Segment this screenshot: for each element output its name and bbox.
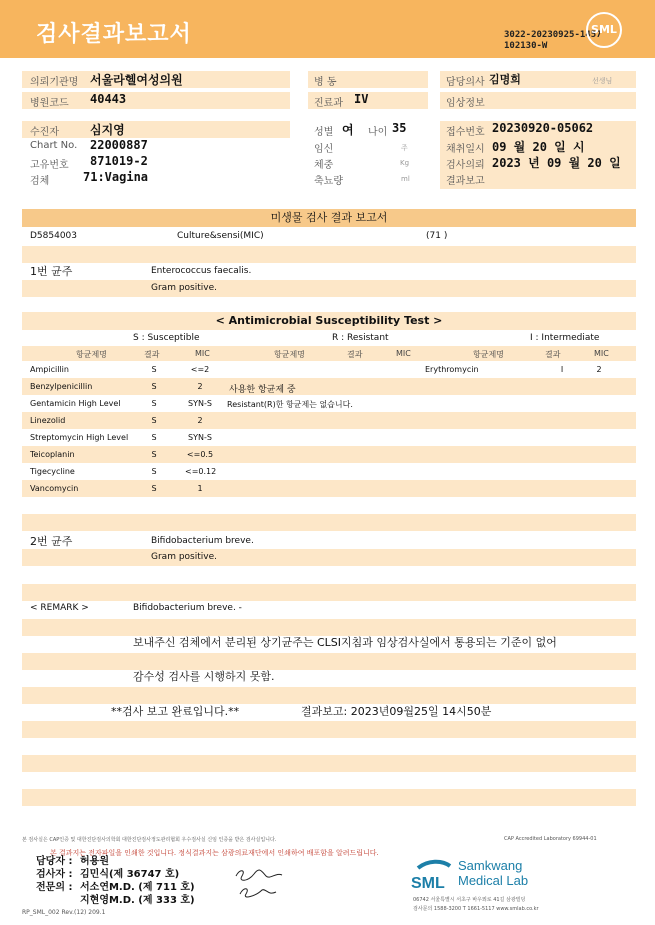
chart-label: Chart No.	[30, 140, 78, 151]
col-mic-3: MIC	[594, 349, 609, 358]
blank-row	[22, 246, 636, 263]
drug-result: S	[151, 399, 157, 408]
col-agent-2: 항균제명	[274, 350, 305, 359]
tester-label: 검사자 :	[36, 869, 73, 880]
isolate2-label: 2번 균주	[30, 535, 73, 548]
drug-result: S	[151, 433, 157, 442]
request-label: 검사의뢰	[446, 160, 485, 171]
legend-resistant: R : Resistant	[332, 333, 389, 343]
drug-mic: SYN-S	[188, 433, 212, 442]
drug-name: Teicoplanin	[30, 450, 75, 459]
drug-result: S	[151, 416, 157, 425]
col-result-1: 결과	[144, 350, 160, 359]
doctor-label: 담당의사	[446, 77, 485, 88]
hospital-code-label: 병원코드	[30, 98, 69, 109]
pregnancy-label: 임신	[314, 144, 334, 155]
blank-row	[22, 584, 636, 601]
col-mic-2: MIC	[396, 349, 411, 358]
urine-label: 축뇨량	[314, 176, 343, 187]
age-label: 나이	[368, 127, 388, 138]
test-code: D5854003	[30, 231, 78, 241]
isolate1-gram: Gram positive.	[151, 283, 217, 293]
drug-row-band	[22, 480, 636, 497]
drug-mic: SYN-S	[188, 399, 212, 408]
specialist-1: 서소연M.D. (제 711 호)	[80, 882, 195, 893]
notice-text: 본 결과지는 전자파일을 인쇄한 것입니다. 정식결과지는 삼광의료재단에서 인쇄하여 배포함을 알려드립니다.	[50, 849, 379, 857]
micro-section-title: 미생물 검사 결과 보고서	[22, 209, 636, 227]
drug-result: S	[151, 450, 157, 459]
report-title: 검사결과보고서	[36, 22, 192, 47]
gram-row-2	[22, 549, 636, 566]
report-time: 결과보고: 2023년09월25일 14시50분	[301, 705, 492, 718]
blank-row	[22, 721, 636, 738]
blank-row	[22, 514, 636, 531]
report-label: 결과보고	[446, 176, 485, 187]
sml-logo-icon: SML	[586, 12, 622, 48]
dept-label: 진료과	[314, 98, 343, 109]
drug-result: S	[151, 382, 157, 391]
drug-mic: <=0.12	[185, 467, 217, 476]
doctor-value-footer: 허용원	[80, 856, 109, 867]
drug-result: S	[151, 365, 157, 374]
form-code: RP_SML_002 Rev.(12) 209.1	[22, 909, 106, 916]
drug-mic: 1	[197, 484, 203, 493]
age-value: 35	[392, 121, 407, 135]
drug-name: Erythromycin	[425, 365, 479, 374]
sex-value: 여	[342, 123, 354, 137]
doctor-suffix: 선생님	[592, 77, 613, 85]
remark-line-2: 감수성 검사를 시행하지 못함.	[133, 670, 275, 683]
complete-text: **검사 보고 완료입니다.**	[111, 705, 240, 718]
remark-label: < REMARK >	[30, 603, 89, 613]
drug-result: I	[560, 365, 564, 374]
lab-address: 06742 서울특별시 서초구 바우뫼로 41길 삼광빌딩	[413, 897, 526, 903]
request-value: 2023 년 09 월 20 일	[492, 156, 621, 170]
col-agent-3: 항균제명	[473, 350, 504, 359]
col-mic-1: MIC	[195, 349, 210, 358]
isolate1-name: Enterococcus faecalis.	[151, 266, 252, 276]
fine-print: 본 검사실은 CAP인증 및 대한진단검사의학회 대한진단검사정도관리협회 우수검사실 신임 인증을 받은 검사실입니다.	[22, 837, 277, 843]
drug-mic: 2	[596, 365, 602, 374]
examinee-value: 심지영	[90, 123, 125, 137]
isolate2-gram: Gram positive.	[151, 552, 217, 562]
drug-row-band	[22, 412, 636, 429]
collect-value: 09 월 20 일 시	[492, 140, 585, 154]
drug-name: Vancomycin	[30, 484, 79, 493]
institution-label: 의뢰기관명	[30, 77, 79, 88]
isolate1-label: 1번 균주	[30, 265, 73, 278]
blank-row	[22, 755, 636, 772]
drug-name: Ampicillin	[30, 365, 69, 374]
institution-value: 서울라헬여성의원	[90, 73, 183, 87]
receipt-label: 접수번호	[446, 127, 485, 138]
weight-label: 체중	[314, 160, 334, 171]
test-name: Culture&sensi(MIC)	[177, 231, 264, 241]
drug-name: Streptomycin High Level	[30, 433, 129, 442]
drug-name: Gentamicin High Level	[30, 399, 121, 408]
pregnancy-unit: 주	[401, 144, 408, 152]
drug-result: S	[151, 484, 157, 493]
collect-label: 채취일시	[446, 144, 485, 155]
dept-value: IV	[354, 92, 369, 106]
receipt-value: 20230920-05062	[492, 121, 594, 135]
drug-mic: 2	[197, 382, 203, 391]
isolate2-name: Bifidobacterium breve.	[151, 536, 254, 546]
drug-name: Benzylpenicillin	[30, 382, 93, 391]
note-line-1: 사용한 항균제 중	[229, 385, 296, 395]
clinical-info-label: 임상정보	[446, 98, 485, 109]
unique-label: 고유번호	[30, 160, 69, 171]
hospital-code-value: 40443	[90, 92, 127, 106]
examinee-label: 수진자	[30, 127, 59, 138]
note-line-2: Resistant(R)한 항균제는 없습니다.	[227, 400, 353, 409]
col-agent-1: 항균제명	[76, 350, 107, 359]
ast-title: < Antimicrobial Susceptibility Test >	[215, 314, 443, 327]
blank-row	[22, 653, 636, 670]
signature-icon	[232, 866, 288, 900]
lab-contact: 검사문의 1588-3200 T 1661-5117 www.smlab.co.kr	[413, 906, 539, 912]
legend-intermediate: I : Intermediate	[530, 333, 600, 343]
drug-name: Linezolid	[30, 416, 66, 425]
col-result-2: 결과	[347, 350, 363, 359]
report-number: 3022-20230925-1457 102130-W	[504, 30, 602, 51]
drug-result: S	[151, 467, 157, 476]
blank-row	[22, 687, 636, 704]
remark-line-1: 보내주신 검체에서 분리된 상기균주는 CLSI지침과 임상검사실에서 통용되는 기준이 없어	[133, 636, 557, 649]
specialist-2: 지현영M.D. (제 333 호)	[80, 895, 195, 906]
specimen-value: 71:Vagina	[83, 170, 149, 184]
cap-text: CAP Accredited Laboratory 69944-01	[504, 836, 597, 842]
blank-row	[22, 789, 636, 806]
specialist-label: 전문의 :	[36, 882, 73, 893]
ast-header-row	[22, 346, 636, 361]
examinee-row	[22, 121, 290, 138]
report-header	[0, 0, 655, 58]
gram-row-1	[22, 280, 636, 297]
chart-value: 22000887	[90, 138, 148, 152]
unique-value: 871019-2	[90, 154, 148, 168]
specimen-label: 검체	[30, 176, 50, 187]
drug-mic: <=2	[190, 365, 210, 374]
sml-logo-text: SML	[411, 875, 445, 892]
doctor-value: 김명희	[489, 73, 521, 86]
test-row	[22, 228, 636, 245]
drug-mic: 2	[197, 416, 203, 425]
sml-footer-logo-icon	[408, 856, 458, 896]
drug-name: Tigecycline	[30, 467, 75, 476]
sex-label: 성별	[314, 127, 334, 138]
doctor-label-footer: 담당자 :	[36, 856, 73, 867]
legend-susceptible: S : Susceptible	[133, 333, 200, 343]
remark-value: Bifidobacterium breve. -	[133, 603, 242, 613]
weight-unit: Kg	[400, 159, 410, 167]
drug-row-band	[22, 446, 636, 463]
test-number: (71 )	[426, 231, 448, 241]
tester-value: 김민식(제 36747 호)	[80, 869, 180, 880]
lab-name: Samkwang Medical Lab	[458, 858, 529, 888]
col-result-3: 결과	[545, 350, 561, 359]
drug-mic: <=0.5	[186, 450, 214, 459]
urine-unit: ml	[401, 175, 410, 183]
drug-row-band	[22, 378, 636, 395]
ward-label: 병 동	[314, 77, 337, 88]
